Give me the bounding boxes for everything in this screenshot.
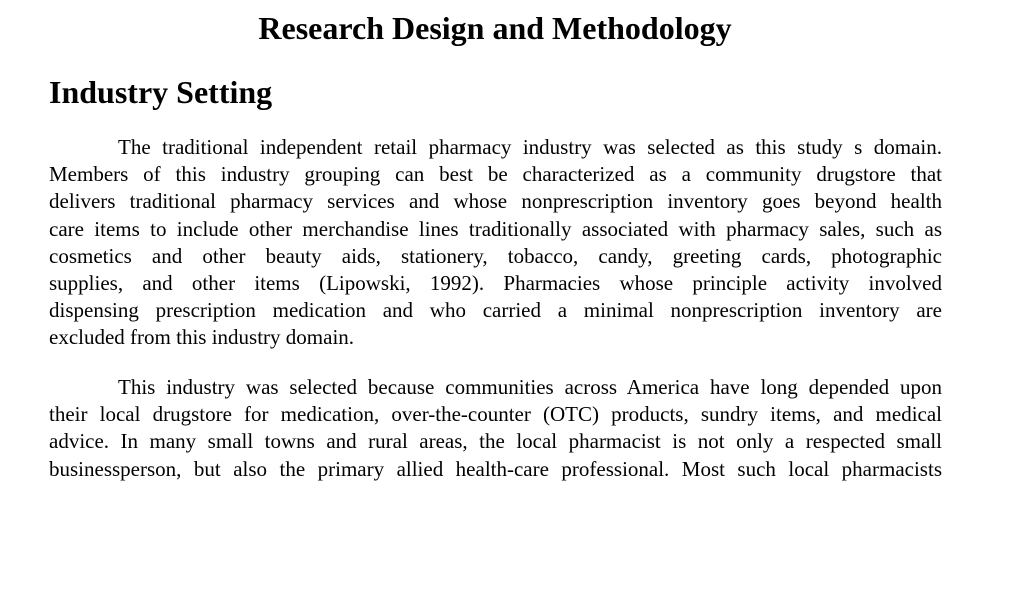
paragraph-line: excluded from this industry domain.	[49, 325, 355, 350]
paragraph-line: care items to include other merchandise lines traditionally associated with pharmacy sales, such as	[49, 216, 942, 241]
paragraph-line: Members of this industry grouping can best be characterized as a community drugstore that	[49, 162, 942, 187]
paragraph-line: businessperson, but also the primary allied health-care professional. Most such local pharmacists	[49, 456, 942, 481]
paragraph-line: their local drugstore for medication, over-the-counter (OTC) products, sundry items, and medical	[49, 402, 942, 427]
document-title: Research Design and Methodology	[258, 10, 732, 46]
paragraph-industry-rationale	[49, 374, 942, 483]
paragraph-line: dispensing prescription medication and who carried a minimal nonprescription inventory are	[49, 298, 942, 323]
paragraph-industry-domain	[49, 134, 942, 352]
paragraph-line: advice. In many small towns and rural areas, the local pharmacist is not only a respected small	[49, 429, 942, 454]
paragraph-line: supplies, and other items (Lipowski, 1992). Pharmacies whose principle activity involved	[49, 271, 942, 296]
paragraph-line: delivers traditional pharmacy services and whose nonprescription inventory goes beyond health	[49, 189, 942, 214]
section-heading: Industry Setting	[49, 74, 273, 110]
paragraph-line: The traditional independent retail pharmacy industry was selected as this study s domain.	[118, 135, 942, 159]
paragraph-line: This industry was selected because communities across America have long depended upon	[118, 375, 942, 399]
paragraph-line: cosmetics and other beauty aids, stationery, tobacco, candy, greeting cards, photographic	[49, 243, 942, 268]
